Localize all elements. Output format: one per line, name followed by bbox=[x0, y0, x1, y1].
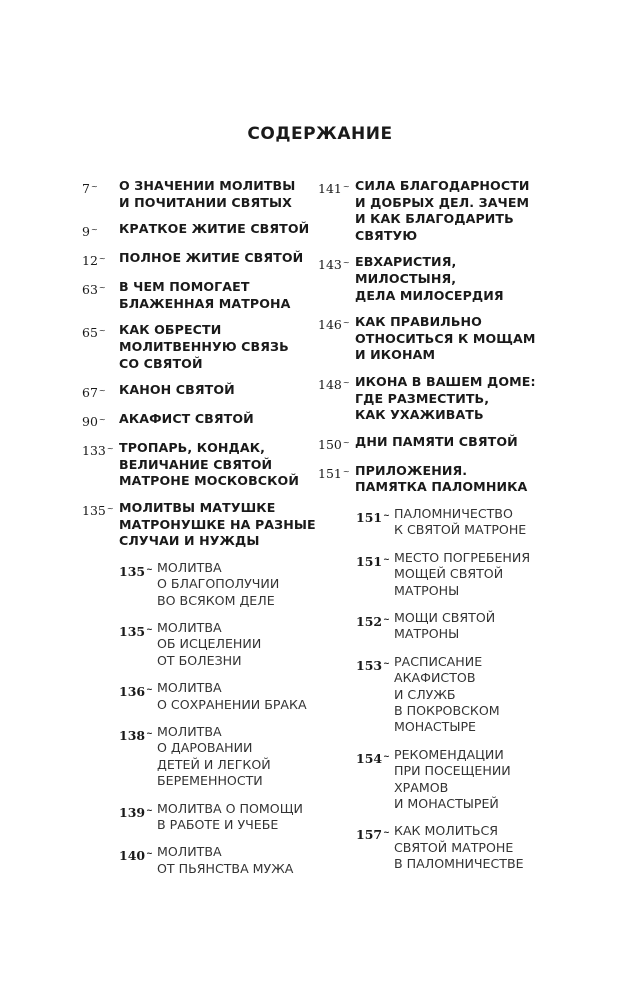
entry-title: КАК ПРАВИЛЬНО ОТНОСИТЬСЯ К МОЩАМ И ИКОНАМ bbox=[355, 314, 536, 363]
toc-entry bbox=[318, 463, 558, 496]
page-number bbox=[318, 178, 355, 244]
page-number-value: 146 bbox=[318, 317, 342, 333]
page-number-value: 140 bbox=[119, 848, 146, 864]
tilde-separator: ~ bbox=[90, 225, 98, 235]
tilde-separator: ~ bbox=[383, 613, 390, 624]
toc-subentry bbox=[119, 680, 322, 713]
entry-title: МЕСТО ПОГРЕБЕНИЯ МОЩЕЙ СВЯТОЙ МАТРОНЫ bbox=[394, 549, 531, 598]
tilde-separator: ~ bbox=[98, 415, 106, 425]
entry-title: ТРОПАРЬ, КОНДАК, ВЕЛИЧАНИЕ СВЯТОЙ МАТРОНЕ МОСКОВСКОЙ bbox=[119, 440, 299, 489]
tilde-separator: ~ bbox=[98, 326, 106, 336]
page-number bbox=[82, 178, 119, 211]
toc-subentry bbox=[119, 724, 322, 790]
page-number bbox=[356, 747, 394, 813]
page-number-value: 151 bbox=[356, 553, 383, 569]
toc-entry bbox=[318, 254, 558, 304]
tilde-separator: ~ bbox=[342, 437, 350, 447]
page-number bbox=[318, 374, 355, 424]
page-number bbox=[356, 550, 394, 599]
page-number bbox=[356, 654, 394, 736]
toc-entry bbox=[82, 250, 322, 269]
page-number bbox=[82, 440, 119, 490]
page-number-value: 153 bbox=[356, 657, 383, 673]
toc-entry bbox=[318, 314, 558, 364]
entry-title: МОЛИТВА О БЛАГОПОЛУЧИИ ВО ВСЯКОМ ДЕЛЕ bbox=[157, 559, 280, 608]
page-number bbox=[119, 724, 157, 790]
page-number-value: 9 bbox=[82, 224, 90, 240]
entry-title: В ЧЕМ ПОМОГАЕТ БЛАЖЕННАЯ МАТРОНА bbox=[119, 279, 291, 311]
toc-column-right bbox=[318, 178, 558, 884]
page-number-value: 157 bbox=[356, 827, 383, 843]
toc-entry bbox=[82, 382, 322, 401]
entry-title: КРАТКОЕ ЖИТИЕ СВЯТОЙ bbox=[119, 221, 310, 237]
entry-title: ПАЛОМНИЧЕСТВО К СВЯТОЙ МАТРОНЕ bbox=[394, 505, 527, 538]
toc-subentry bbox=[356, 747, 558, 813]
entry-title: ИКОНА В ВАШЕМ ДОМЕ: ГДЕ РАЗМЕСТИТЬ, КАК УХАЖИВАТЬ bbox=[355, 373, 536, 423]
page-number bbox=[318, 463, 355, 496]
entry-title: РЕКОМЕНДАЦИИ ПРИ ПОСЕЩЕНИИ ХРАМОВ И МОНАСТЫРЕЙ bbox=[394, 746, 511, 811]
page-number-value: 136 bbox=[119, 684, 146, 700]
toc-subentry bbox=[356, 610, 558, 643]
entry-title: МОЛИТВА ОБ ИСЦЕЛЕНИИ ОТ БОЛЕЗНИ bbox=[157, 619, 262, 668]
page-number bbox=[119, 560, 157, 609]
entry-title: МОЩИ СВЯТОЙ МАТРОНЫ bbox=[394, 609, 496, 642]
entry-title: ДНИ ПАМЯТИ СВЯТОЙ bbox=[355, 433, 518, 449]
entry-title: АКАФИСТ СВЯТОЙ bbox=[119, 411, 254, 427]
entry-title: КАК МОЛИТЬСЯ СВЯТОЙ МАТРОНЕ В ПАЛОМНИЧЕСТВЕ bbox=[394, 823, 524, 872]
page-number bbox=[82, 411, 119, 430]
toc-entry bbox=[318, 374, 558, 424]
entry-title: КАНОН СВЯТОЙ bbox=[119, 382, 235, 398]
page-number bbox=[82, 382, 119, 401]
toc-subentry bbox=[119, 560, 322, 609]
page-number bbox=[82, 279, 119, 312]
tilde-separator: ~ bbox=[342, 318, 350, 328]
toc-entries-right bbox=[318, 178, 558, 496]
entry-title: КАК ОБРЕСТИ МОЛИТВЕННУЮ СВЯЗЬ СО СВЯТОЙ bbox=[119, 322, 289, 371]
toc-subentry bbox=[356, 654, 558, 736]
entry-title: О ЗНАЧЕНИИ МОЛИТВЫ И ПОЧИТАНИИ СВЯТЫХ bbox=[119, 178, 296, 210]
entry-title: МОЛИТВА О СОХРАНЕНИИ БРАКА bbox=[157, 680, 307, 712]
entry-title: ПРИЛОЖЕНИЯ. ПАМЯТКА ПАЛОМНИКА bbox=[355, 462, 528, 495]
page-number bbox=[356, 823, 394, 872]
page-number-value: 63 bbox=[82, 282, 98, 298]
page-number bbox=[82, 221, 119, 240]
page-number-value: 135 bbox=[119, 563, 146, 579]
toc-entries-left bbox=[82, 178, 322, 550]
tilde-separator: ~ bbox=[383, 509, 390, 520]
tilde-separator: ~ bbox=[146, 563, 153, 574]
tilde-separator: ~ bbox=[342, 466, 350, 476]
page-number-value: 7 bbox=[82, 181, 90, 196]
toc-entry bbox=[82, 411, 322, 430]
page-number-value: 65 bbox=[82, 325, 98, 341]
tilde-separator: ~ bbox=[98, 254, 106, 264]
tilde-separator: ~ bbox=[146, 623, 153, 634]
entry-title: РАСПИСАНИЕ АКАФИСТОВ И СЛУЖБ В ПОКРОВСКОМ МОНАСТЫРЕ bbox=[394, 653, 500, 735]
entry-title: МОЛИТВА ОТ ПЬЯНСТВА МУЖА bbox=[157, 844, 294, 876]
page-number bbox=[318, 254, 355, 304]
page-number-value: 133 bbox=[82, 443, 106, 459]
page-number bbox=[82, 500, 119, 550]
tilde-separator: ~ bbox=[342, 377, 350, 387]
page-number bbox=[119, 620, 157, 669]
toc-subentry bbox=[119, 844, 322, 877]
tilde-separator: ~ bbox=[342, 182, 350, 191]
tilde-separator: ~ bbox=[383, 827, 390, 838]
page-number bbox=[82, 322, 119, 372]
tilde-separator: ~ bbox=[98, 386, 106, 396]
page-number-value: 143 bbox=[318, 257, 342, 273]
tilde-separator: ~ bbox=[146, 684, 153, 695]
page-number bbox=[119, 680, 157, 713]
toc-entry bbox=[82, 279, 322, 312]
page-number bbox=[318, 434, 355, 453]
toc-subentries-right bbox=[356, 506, 558, 873]
toc-subentry bbox=[356, 550, 558, 599]
tilde-separator: ~ bbox=[146, 804, 153, 815]
entry-title: МОЛИТВА О ДАРОВАНИИ ДЕТЕЙ И ЛЕГКОЙ БЕРЕМЕННОСТИ bbox=[157, 723, 271, 789]
toc-entry bbox=[318, 178, 558, 244]
page-number-value: 141 bbox=[318, 181, 342, 196]
tilde-separator: ~ bbox=[90, 182, 98, 191]
page-number bbox=[119, 844, 157, 877]
page-number bbox=[356, 610, 394, 643]
toc-entry bbox=[82, 322, 322, 372]
toc-entry bbox=[82, 500, 322, 550]
page-number bbox=[82, 250, 119, 269]
page-number-value: 67 bbox=[82, 385, 98, 401]
page-number bbox=[356, 506, 394, 539]
tilde-separator: ~ bbox=[383, 750, 390, 761]
page-number-value: 139 bbox=[119, 804, 146, 820]
page-number bbox=[119, 801, 157, 834]
page-number-value: 150 bbox=[318, 436, 342, 452]
toc-column-left bbox=[82, 178, 322, 888]
toc-subentry bbox=[356, 506, 558, 539]
page-number-value: 152 bbox=[356, 613, 383, 629]
toc-entry bbox=[82, 440, 322, 490]
tilde-separator: ~ bbox=[106, 444, 114, 454]
page-number-value: 151 bbox=[318, 465, 342, 481]
toc-subentry bbox=[356, 823, 558, 872]
toc-entry bbox=[82, 221, 322, 240]
tilde-separator: ~ bbox=[106, 503, 114, 513]
entry-title: МОЛИТВА О ПОМОЩИ В РАБОТЕ И УЧЕБЕ bbox=[157, 800, 303, 832]
entry-title: МОЛИТВЫ МАТУШКЕ МАТРОНУШКЕ НА РАЗНЫЕ СЛУЧАИ И НУЖДЫ bbox=[119, 499, 316, 549]
page-number-value: 12 bbox=[82, 253, 98, 269]
page-number-value: 135 bbox=[119, 623, 146, 639]
page-number-value: 148 bbox=[318, 376, 342, 392]
toc-entry bbox=[318, 434, 558, 453]
toc-subentry bbox=[119, 801, 322, 834]
toc-subentries-left bbox=[119, 560, 322, 878]
page-title: СОДЕРЖАНИЕ bbox=[247, 124, 393, 144]
page-number-value: 135 bbox=[82, 502, 106, 518]
page-number-value: 90 bbox=[82, 414, 98, 430]
tilde-separator: ~ bbox=[146, 727, 153, 738]
tilde-separator: ~ bbox=[146, 848, 153, 859]
tilde-separator: ~ bbox=[342, 258, 350, 268]
tilde-separator: ~ bbox=[98, 283, 106, 293]
page-number-value: 154 bbox=[356, 750, 383, 766]
page-number-value: 151 bbox=[356, 509, 383, 525]
entry-title: ПОЛНОЕ ЖИТИЕ СВЯТОЙ bbox=[119, 250, 304, 266]
entry-title: ЕВХАРИСТИЯ, МИЛОСТЫНЯ, ДЕЛА МИЛОСЕРДИЯ bbox=[355, 254, 504, 303]
tilde-separator: ~ bbox=[383, 553, 390, 564]
entry-title: СИЛА БЛАГОДАРНОСТИ И ДОБРЫХ ДЕЛ. ЗАЧЕМ И КАК БЛАГОДАРИТЬ СВЯТУЮ bbox=[355, 178, 530, 243]
toc-entry bbox=[82, 178, 322, 211]
page-number bbox=[318, 314, 355, 364]
toc-subentry bbox=[119, 620, 322, 669]
page-number-value: 138 bbox=[119, 727, 146, 743]
tilde-separator: ~ bbox=[383, 657, 390, 668]
